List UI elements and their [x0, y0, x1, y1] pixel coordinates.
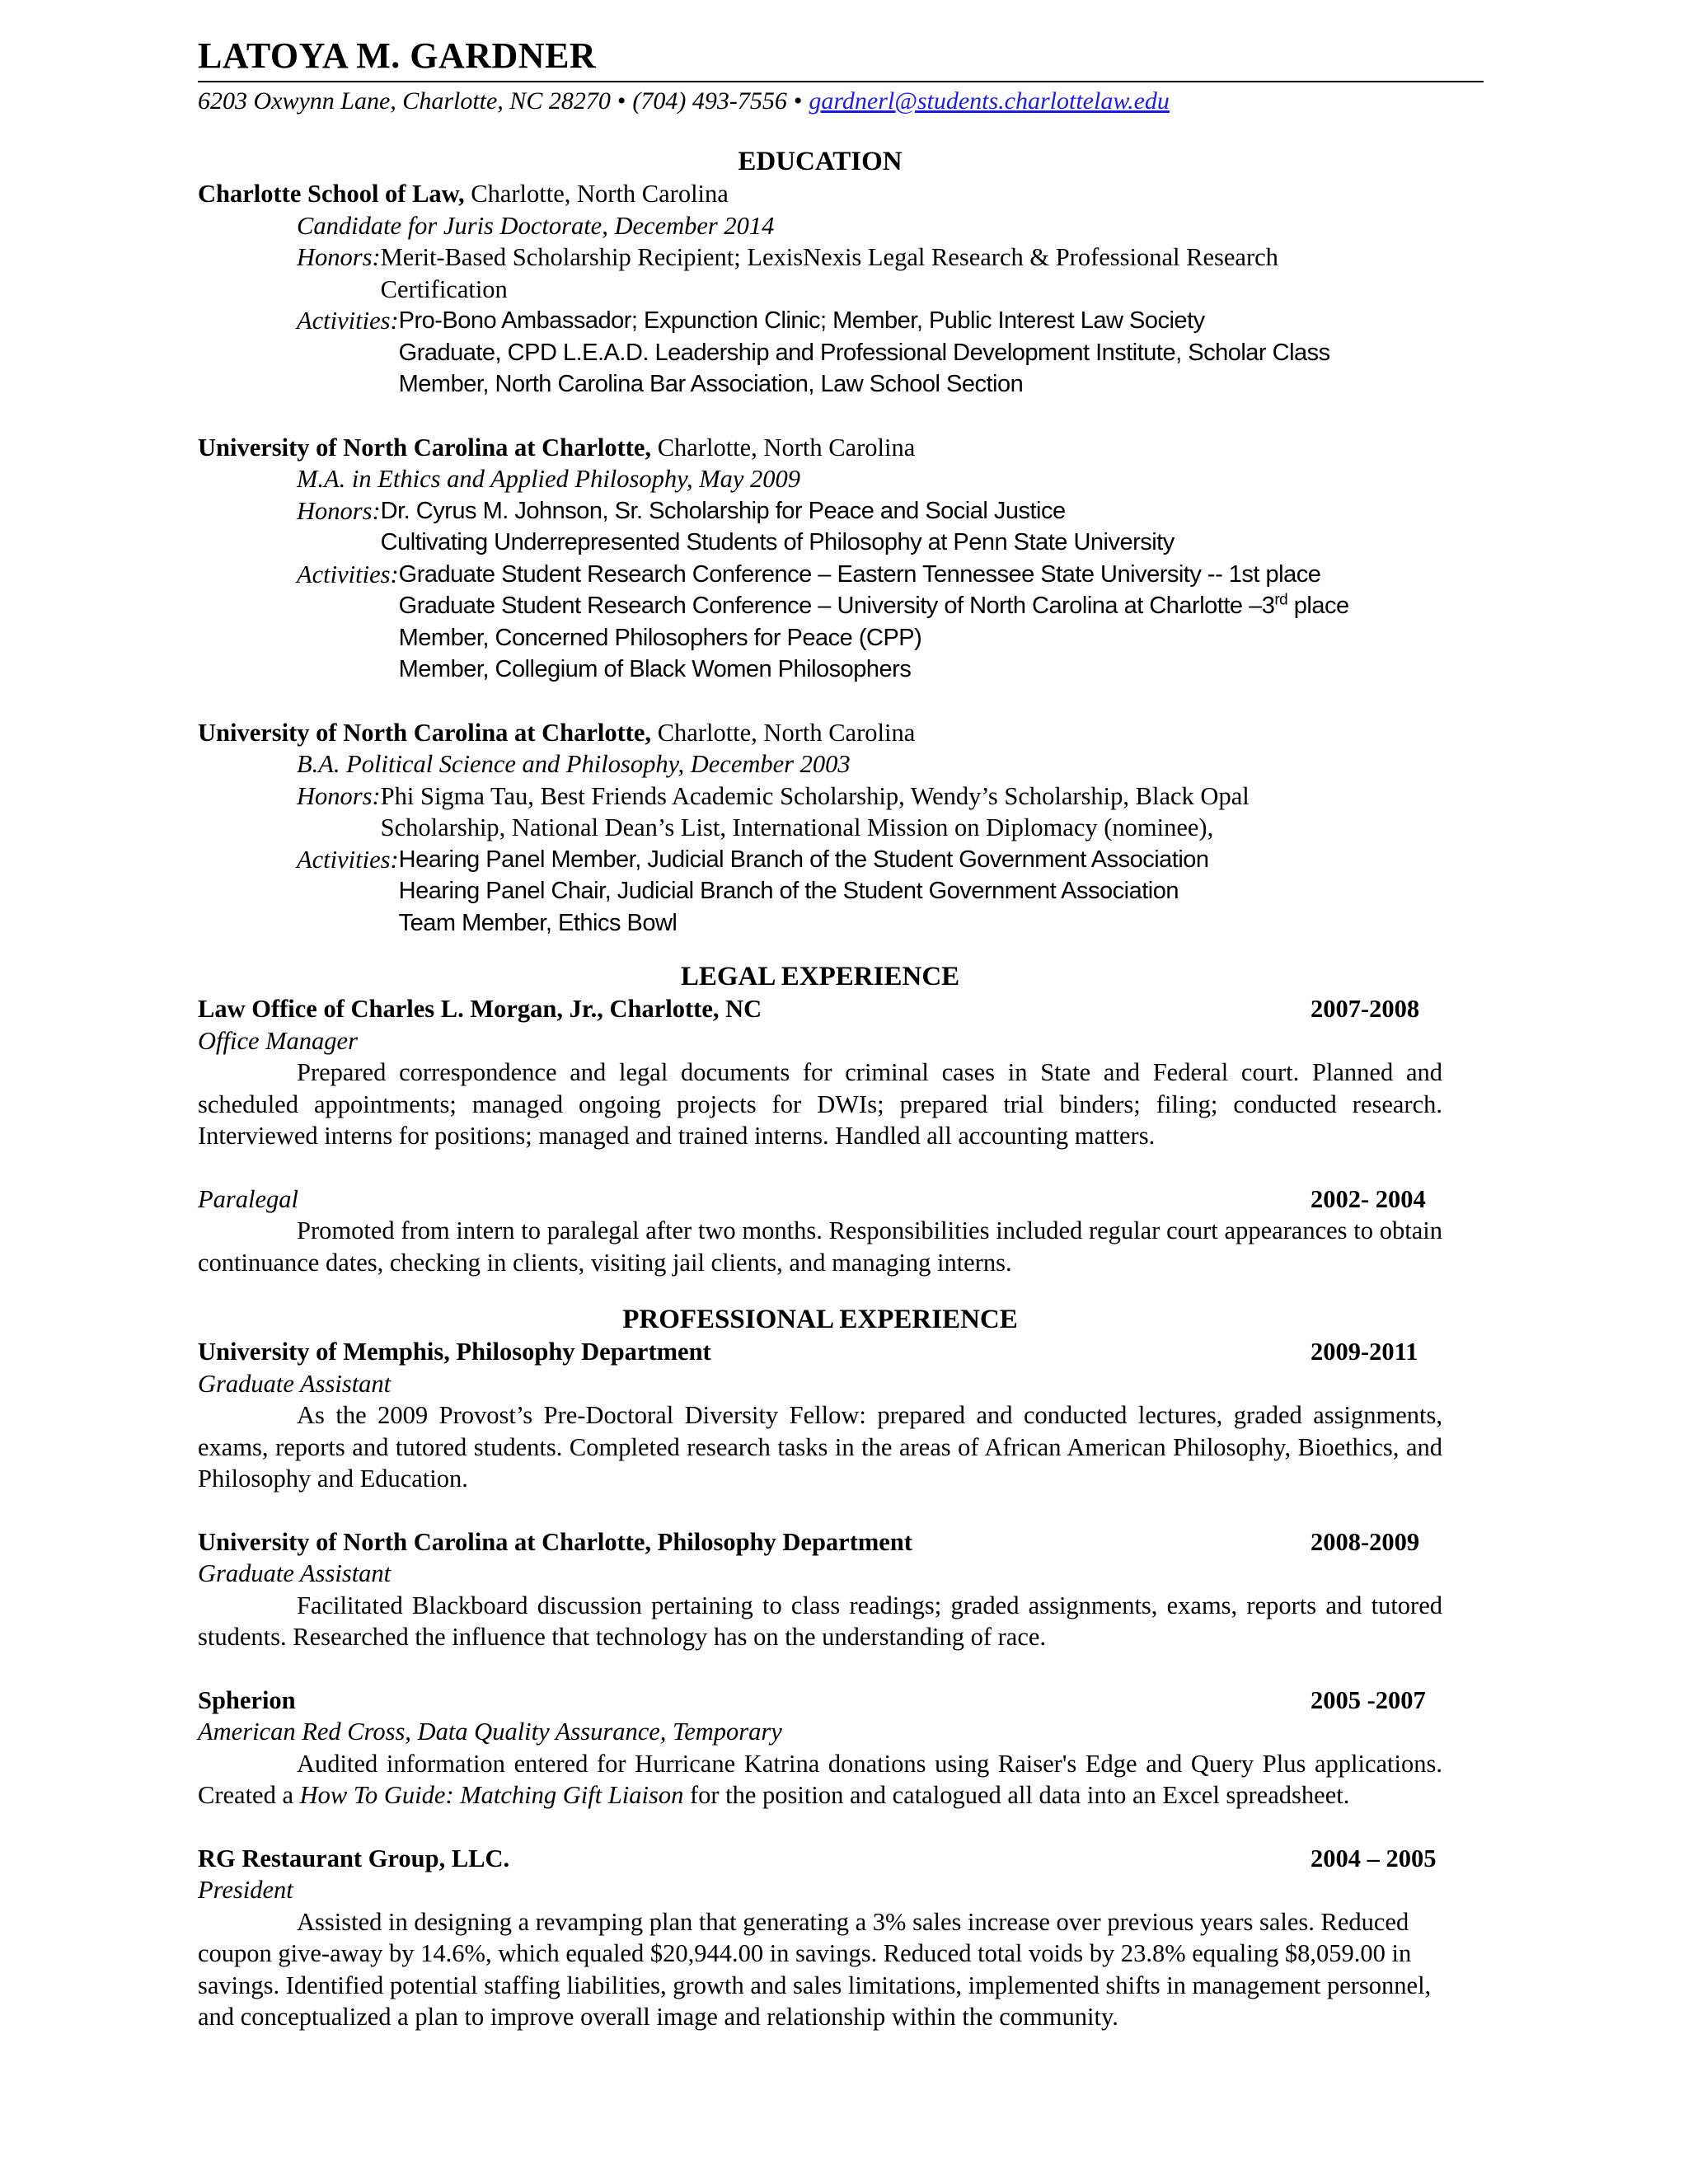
job-description-text: for the position and catalogued all data into an Excel spreadsheet. [683, 1781, 1350, 1809]
school-location: Charlotte, North Carolina [464, 180, 729, 208]
honors-block [198, 780, 1484, 844]
job-title: American Red Cross, Data Quality Assurance, Temporary [198, 1718, 782, 1746]
school-entry [198, 717, 1484, 940]
job-description: Facilitated Blackboard discussion pertaining to class readings; graded assignments, exams, reports and tutored students. Researched the influence that technology has on the understanding of race. [198, 1591, 1442, 1651]
header-rule [198, 81, 1484, 82]
activity-item-tail: place [1287, 593, 1349, 619]
activities-block [198, 305, 1484, 401]
employer-row [198, 1685, 1451, 1717]
employment-dates: 2005 -2007 [1311, 1685, 1426, 1714]
honors-item: Scholarship, National Dean’s List, International Mission on Diplomacy (nominee), [380, 813, 1214, 841]
honors-item: Cultivating Underrepresented Students of Philosophy at Penn State University [380, 529, 1175, 555]
job-entry [198, 1685, 1484, 1811]
activities-list [399, 844, 1209, 940]
employment-dates: 2002- 2004 [1311, 1184, 1426, 1213]
employment-dates: 2008-2009 [1311, 1527, 1420, 1556]
activities-label: Activities: [297, 845, 399, 874]
job-description-text: Audited information entered for Hurricane Katrina donations using Raiser's Edge and Query Plus applications. Created a [198, 1749, 1442, 1809]
school-name: University of North Carolina at Charlotte, [198, 433, 652, 462]
activity-item: Graduate, CPD L.E.A.D. Leadership and Professional Development Institute, Scholar Class [398, 339, 1330, 366]
activity-item: Member, Concerned Philosophers for Peace (CPP) [398, 624, 922, 651]
job-description: Promoted from intern to paralegal after two months. Responsibilities included regular court appearances to obtain continuance dates, checking in clients, visiting jail clients, and managing interns. [198, 1216, 1442, 1277]
school-name: University of North Carolina at Charlotte, [198, 718, 652, 747]
job-description: As the 2009 Provost’s Pre-Doctoral Diversity Fellow: prepared and conducted lectures, graded assignments, exams, reports and tutored students. Completed research tasks in the areas of African American Philosophy, Bioethics, and Philosophy and Education. [198, 1401, 1442, 1493]
role-row [198, 1183, 1451, 1216]
school-name-line [198, 432, 1484, 464]
activity-item: Hearing Panel Chair, Judicial Branch of the Student Government Association [398, 878, 1179, 904]
bullet-separator: • [793, 87, 803, 115]
job-entry [198, 1843, 1484, 2033]
degree-text: B.A. Political Science and Philosophy, December 2003 [297, 750, 851, 778]
education-heading: EDUCATION [738, 147, 903, 176]
honors-list [381, 495, 1175, 559]
ordinal-suffix: rd [1274, 591, 1288, 609]
job-title: Graduate Assistant [198, 1369, 392, 1398]
professional-experience-heading: PROFESSIONAL EXPERIENCE [622, 1305, 1018, 1334]
activities-list [399, 305, 1330, 401]
legal-experience-heading: LEGAL EXPERIENCE [680, 962, 960, 991]
activity-item: Member, North Carolina Bar Association, Law School Section [398, 371, 1024, 397]
honors-list [381, 241, 1278, 305]
resume-page [198, 33, 1484, 2033]
honors-item: Phi Sigma Tau, Best Friends Academic Scholarship, Wendy’s Scholarship, Black Opal [380, 781, 1250, 810]
employment-dates: 2004 – 2005 [1311, 1844, 1437, 1872]
address-text: 6203 Oxwynn Lane, Charlotte, NC 28270 [198, 87, 611, 115]
degree-text: M.A. in Ethics and Applied Philosophy, May 2009 [297, 465, 801, 493]
candidate-name: LATOYA M. GARDNER [198, 35, 597, 76]
school-name-line [198, 717, 1484, 749]
job-description: Assisted in designing a revamping plan that generating a 3% sales increase over previous years sales. Reduced coupon give-away by 14.6%, which equaled $20,944.00 in savings. Reduced total voids by 23.8% equaling $8,059.00 in savings. Identified potential staffing liabilities, growth and sales limitations, implemented shifts in management personnel, and conceptualized a plan to improve overall image and relationship within the community. [198, 1907, 1432, 2031]
job-title: Paralegal [198, 1184, 298, 1213]
honors-label: Honors: [297, 243, 381, 271]
job-title: President [198, 1876, 293, 1904]
honors-block [198, 495, 1484, 559]
school-entry [198, 432, 1484, 686]
honors-block [198, 241, 1484, 305]
activities-list [399, 559, 1349, 686]
job-title: Graduate Assistant [198, 1559, 392, 1587]
phone-text: (704) 493-7556 [632, 87, 787, 115]
activities-label: Activities: [297, 307, 399, 335]
job-description [198, 1748, 1442, 1811]
employer-name: RG Restaurant Group, LLC. [198, 1844, 510, 1872]
activity-item: Team Member, Ethics Bowl [398, 909, 678, 936]
activity-item: Hearing Panel Member, Judicial Branch of the Student Government Association [398, 846, 1209, 873]
honors-item: Merit-Based Scholarship Recipient; LexisNexis Legal Research & Professional Research [380, 243, 1278, 271]
school-name: Charlotte School of Law, [198, 180, 465, 208]
guide-title: How To Guide: Matching Gift Liaison [299, 1781, 684, 1809]
degree-text: Candidate for Juris Doctorate, December 2014 [297, 211, 775, 240]
honors-label: Honors: [297, 496, 381, 525]
contact-line [198, 86, 1484, 117]
employment-dates: 2009-2011 [1311, 1338, 1418, 1366]
employer-name: Spherion [198, 1685, 296, 1714]
honors-label: Honors: [297, 781, 381, 810]
job-entry [198, 1526, 1484, 1653]
employer-name: University of Memphis, Philosophy Department [198, 1338, 711, 1366]
employer-name: Law Office of Charles L. Morgan, Jr., Charlotte, NC [198, 995, 762, 1023]
school-entry [198, 178, 1484, 401]
honors-item: Dr. Cyrus M. Johnson, Sr. Scholarship for Peace and Social Justice [380, 497, 1066, 524]
honors-item: Certification [380, 274, 508, 303]
employer-row [198, 1843, 1451, 1875]
job-description: Prepared correspondence and legal documents for criminal cases in State and Federal court. Planned and scheduled appointments; managed ongoing projects for DWIs; prepared trial binders; filing; conducted research. Interviewed interns for positions; managed and trained interns. Handled all accounting matters. [198, 1058, 1442, 1150]
employment-dates: 2007-2008 [1311, 995, 1420, 1023]
job-entry [198, 1336, 1484, 1495]
school-location: Charlotte, North Carolina [651, 718, 916, 747]
activity-item [399, 590, 1349, 622]
honors-list [381, 780, 1250, 844]
activity-item-text: Graduate Student Research Conference – University of North Carolina at Charlotte –3 [398, 593, 1275, 619]
school-location: Charlotte, North Carolina [651, 433, 916, 462]
bullet-separator: • [617, 87, 626, 115]
employer-row [198, 1336, 1451, 1368]
job-title: Office Manager [198, 1026, 358, 1055]
employer-row [198, 993, 1451, 1025]
activity-item: Pro-Bono Ambassador; Expunction Clinic; Member, Public Interest Law Society [398, 307, 1205, 334]
school-name-line [198, 178, 1484, 210]
activity-item: Member, Collegium of Black Women Philosophers [398, 656, 912, 682]
email-link[interactable]: gardnerl@students.charlottelaw.edu [809, 87, 1170, 115]
employer-name: University of North Carolina at Charlotte, Philosophy Department [198, 1527, 912, 1556]
activity-item: Graduate Student Research Conference – Eastern Tennessee State University -- 1st place [398, 560, 1321, 588]
employer-row [198, 1526, 1451, 1558]
activities-block [198, 844, 1484, 940]
activities-block [198, 559, 1484, 686]
activities-label: Activities: [297, 560, 399, 588]
